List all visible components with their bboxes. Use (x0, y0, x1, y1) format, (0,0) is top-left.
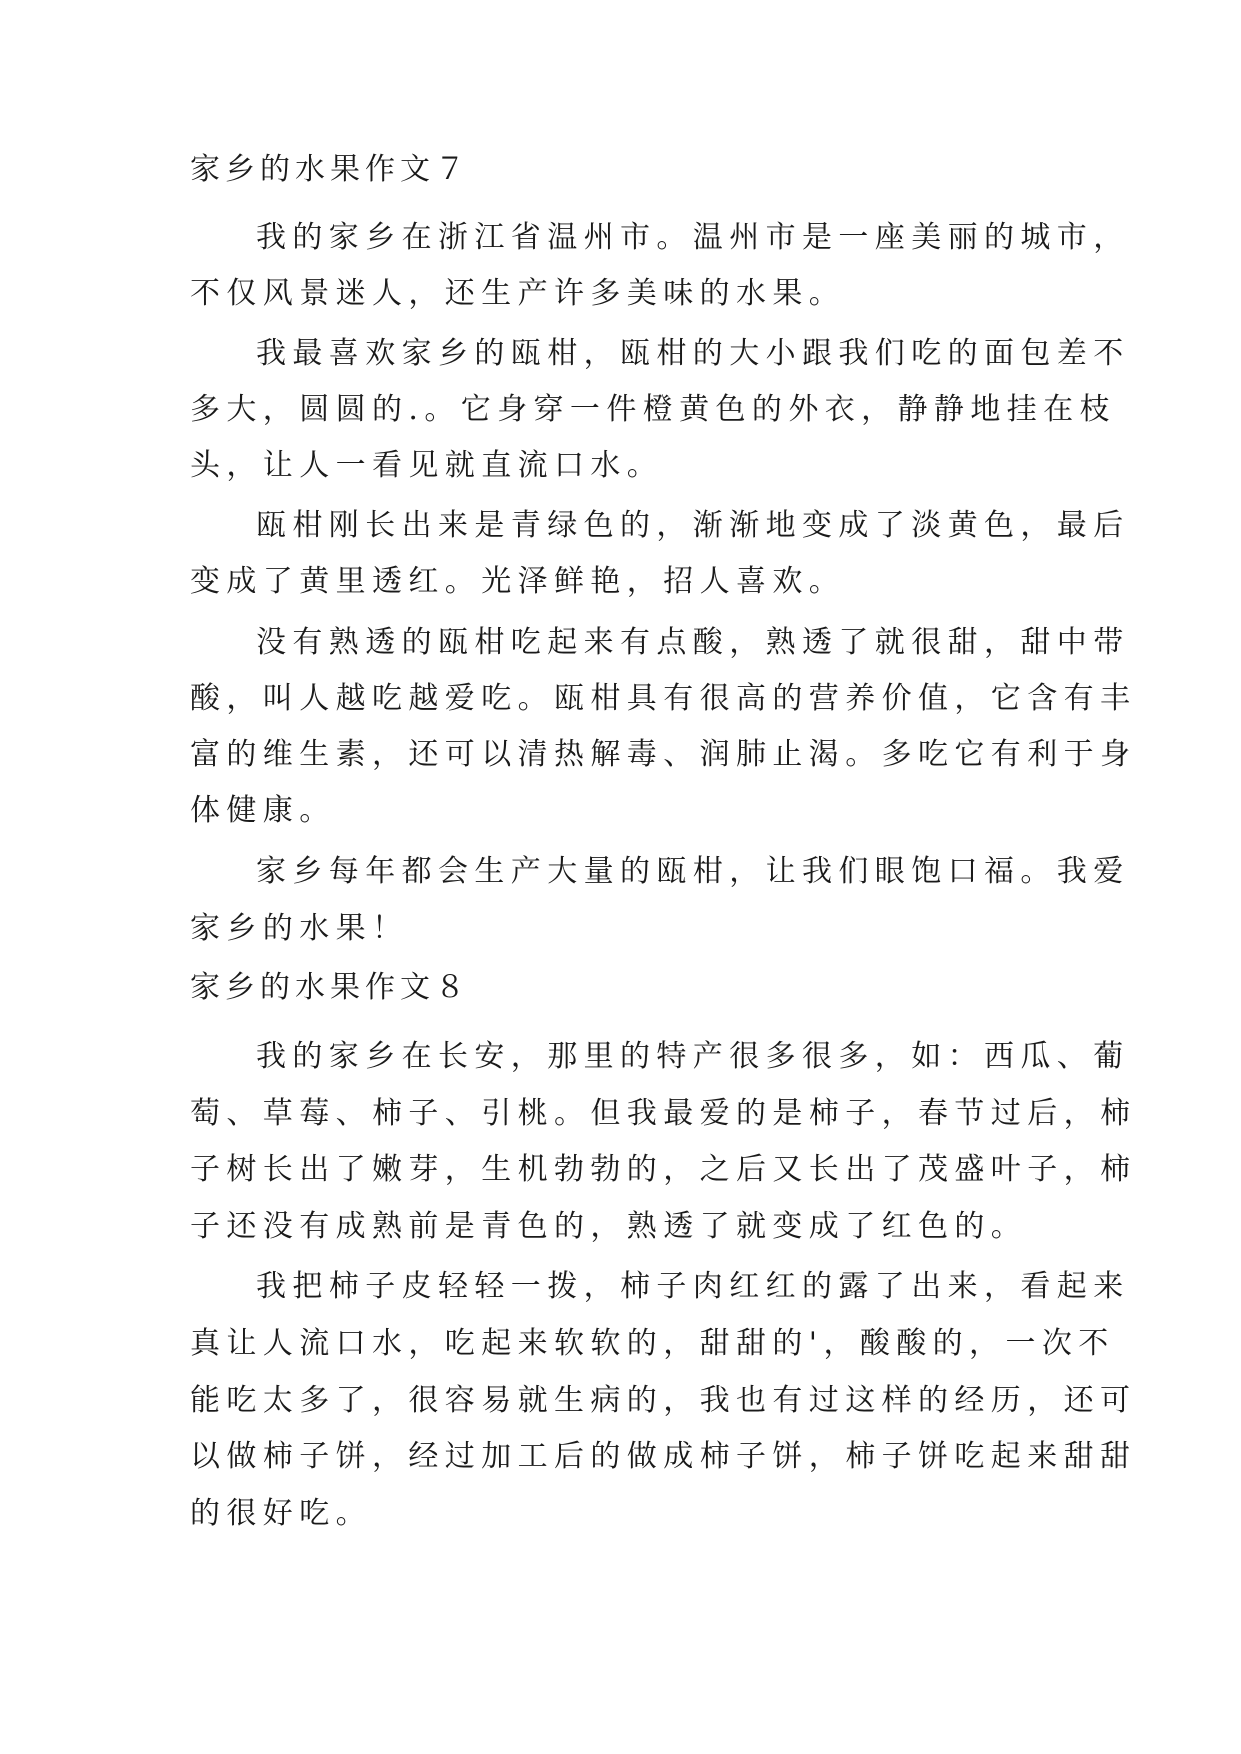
paragraph-line: 家乡每年都会生产大量的瓯柑，让我们眼饱口福。我爱 (256, 854, 1130, 889)
paragraph-line: 真让人流口水，吃起来软软的，甜甜的'，酸酸的，一次不 (190, 1326, 1115, 1361)
paragraph-line: 富的维生素，还可以清热解毒、润肺止渴。多吃它有利于身 (190, 737, 1137, 772)
paragraph-line: 多大，圆圆的.。它身穿一件橙黄色的外衣，静静地挂在枝 (190, 392, 1116, 427)
paragraph-line: 以做柿子饼，经过加工后的做成柿子饼，柿子饼吃起来甜甜 (190, 1439, 1137, 1474)
paragraph-line: 子树长出了嫩芽，生机勃勃的，之后又长出了茂盛叶子，柿 (190, 1152, 1137, 1187)
paragraph-line: 没有熟透的瓯柑吃起来有点酸，熟透了就很甜，甜中带 (256, 625, 1130, 660)
paragraph-line: 我最喜欢家乡的瓯柑，瓯柑的大小跟我们吃的面包差不 (256, 336, 1130, 371)
paragraph-line: 体健康。 (190, 793, 336, 828)
paragraph-line: 我的家乡在浙江省温州市。温州市是一座美丽的城市， (256, 220, 1130, 255)
paragraph-line: 的很好吃。 (190, 1496, 372, 1531)
paragraph-line: 家乡的水果！ (190, 911, 409, 946)
paragraph-line: 我的家乡在长安，那里的特产很多很多，如：西瓜、葡 (256, 1039, 1130, 1074)
paragraph-line: 我把柿子皮轻轻一拨，柿子肉红红的露了出来，看起来 (256, 1269, 1130, 1304)
paragraph-line: 能吃太多了，很容易就生病的，我也有过这样的经历，还可 (190, 1383, 1137, 1418)
paragraph-line: 瓯柑刚长出来是青绿色的，渐渐地变成了淡黄色，最后 (256, 508, 1130, 543)
paragraph-line: 头，让人一看见就直流口水。 (190, 448, 664, 483)
paragraph-line: 酸，叫人越吃越爱吃。瓯柑具有很高的营养价值，它含有丰 (190, 681, 1137, 716)
essay-8-title: 家乡的水果作文８ (190, 970, 470, 1005)
paragraph-line: 变成了黄里透红。光泽鲜艳，招人喜欢。 (190, 564, 846, 599)
paragraph-line: 不仅风景迷人，还生产许多美味的水果。 (190, 276, 846, 311)
paragraph-line: 子还没有成熟前是青色的，熟透了就变成了红色的。 (190, 1209, 1028, 1244)
essay-7-title: 家乡的水果作文７ (190, 152, 470, 187)
paragraph-line: 萄、草莓、柿子、引桃。但我最爱的是柿子，春节过后，柿 (190, 1096, 1137, 1131)
